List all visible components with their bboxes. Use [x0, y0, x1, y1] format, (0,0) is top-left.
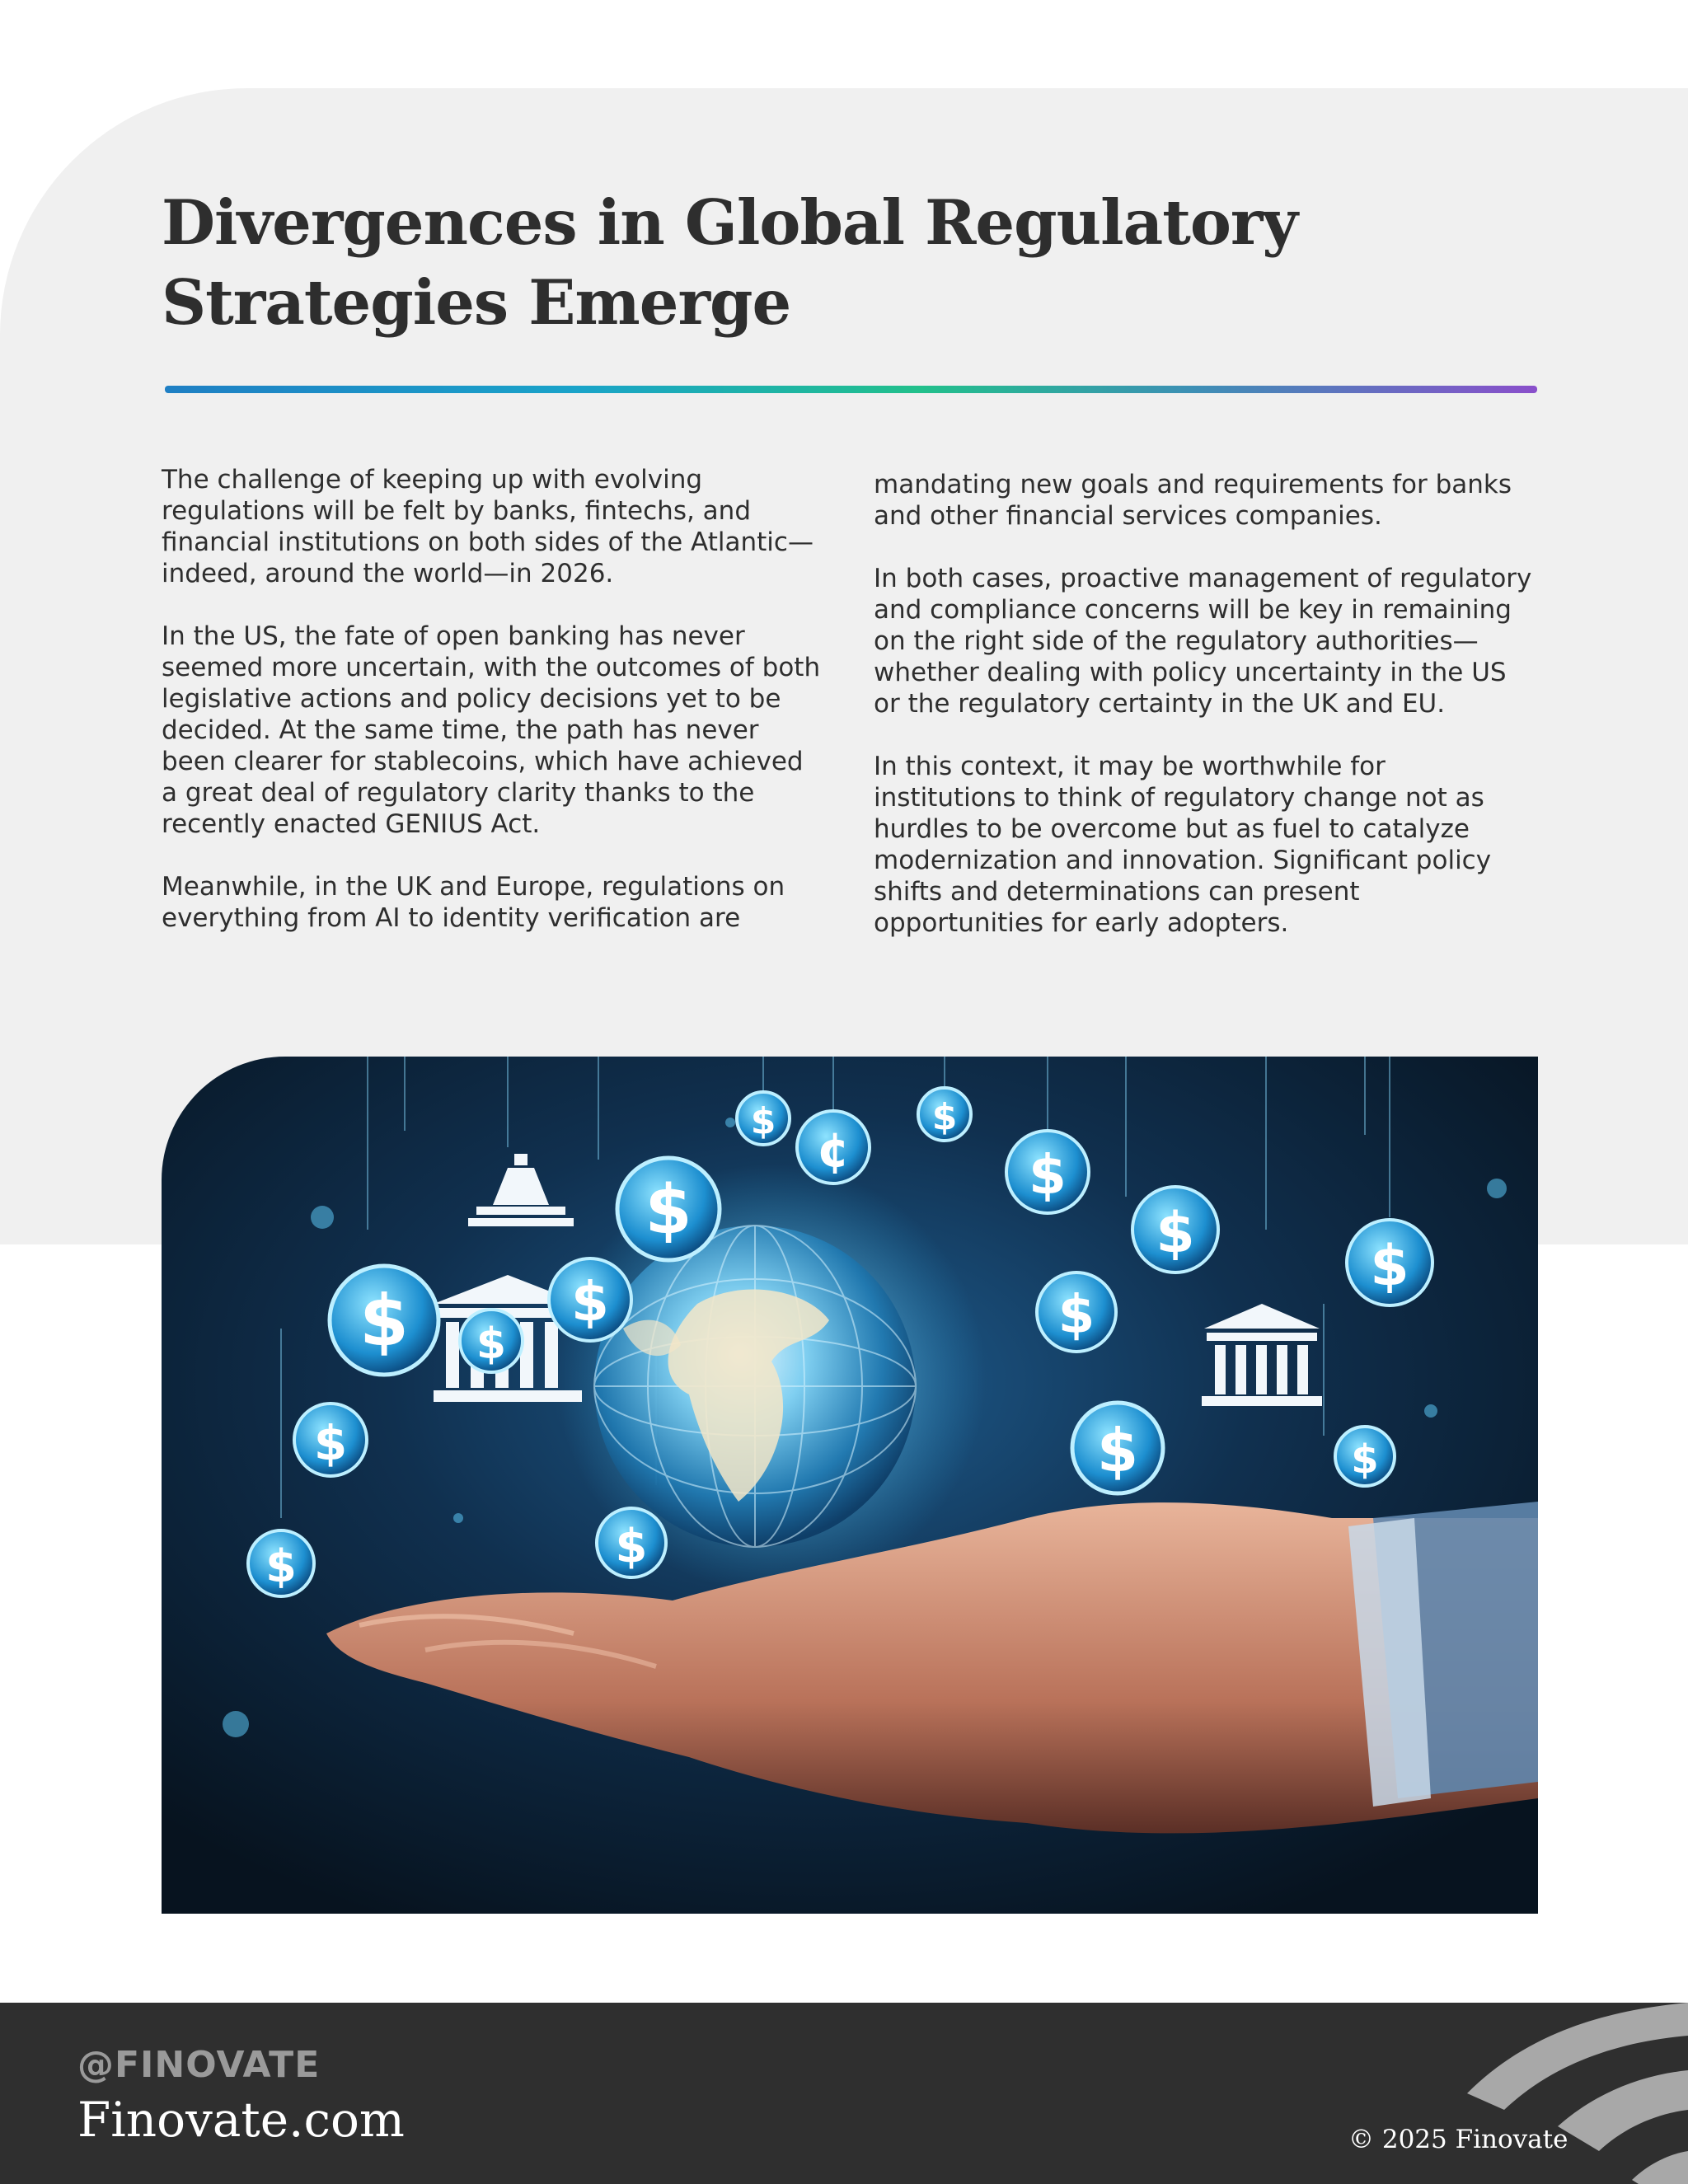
- svg-text:$: $: [1096, 1416, 1139, 1485]
- dollar-coin-icon: [1037, 1272, 1116, 1352]
- svg-text:$: $: [476, 1319, 507, 1369]
- svg-text:$: $: [571, 1270, 609, 1333]
- svg-text:$: $: [1029, 1143, 1067, 1207]
- dollar-coin-icon: [1132, 1187, 1218, 1272]
- svg-text:$: $: [645, 1171, 692, 1249]
- social-handle: @FINOVATE: [77, 2044, 321, 2086]
- dollar-coin-icon: [918, 1088, 971, 1141]
- dollar-coin-icon: [1347, 1220, 1432, 1305]
- website-link[interactable]: Finovate.com: [77, 2092, 405, 2148]
- dollar-coin-icon: [549, 1258, 631, 1341]
- svg-text:$: $: [313, 1415, 348, 1471]
- text-column-right: [874, 469, 1533, 970]
- text-column-left: [162, 464, 821, 965]
- cent-coin-icon: [797, 1111, 870, 1183]
- dollar-coin-icon: [1072, 1403, 1163, 1493]
- paragraph: In the US, the fate of open banking has never seemed more uncertain, with the outcomes of both legislative actions and policy decisions yet to be decided. At the same time, the path has never been clearer for stablecoins, which have achieved a great deal of regulatory clarity thanks to the recently enacted GENIUS Act.: [162, 621, 821, 839]
- svg-text:$: $: [265, 1540, 297, 1592]
- page-title-line-2: Strategies Emerge: [162, 266, 791, 339]
- svg-text:$: $: [1057, 1285, 1095, 1346]
- page-title: [162, 183, 1398, 343]
- paragraph: In this context, it may be worthwhile for institutions to think of regulatory change not as hurdles to be overcome but as fuel to catalyze modernization and innovation. Significant policy shifts and determinations can present opportunities for early adopters.: [874, 752, 1492, 938]
- svg-text:$: $: [1370, 1234, 1409, 1299]
- footer: [0, 2003, 1688, 2184]
- svg-text:$: $: [931, 1096, 958, 1138]
- svg-text:$: $: [615, 1520, 648, 1573]
- page-title-line-1: Divergences in Global Regulatory: [162, 186, 1297, 259]
- dollar-coin-icon: [617, 1158, 720, 1260]
- dollar-coin-icon: [460, 1310, 523, 1372]
- dollar-coin-icon: [1006, 1131, 1089, 1213]
- dollar-coin-icon: [597, 1508, 666, 1577]
- finovate-logo-icon: [1434, 2003, 1688, 2184]
- dollar-coin-icon: [1335, 1427, 1395, 1486]
- paragraph: In both cases, proactive management of regulatory and compliance concerns will be key in remaining on the right side of the regulatory authorities—whether dealing with policy uncertainty in the US or the regulatory certainty in the UK and EU.: [874, 564, 1532, 719]
- gradient-divider: [165, 386, 1537, 393]
- paragraph: Meanwhile, in the UK and Europe, regulations on everything from AI to identity verification are: [162, 872, 785, 933]
- globe-hand-illustration: [162, 1057, 1538, 1914]
- dollar-coin-icon: [294, 1404, 367, 1476]
- paragraph: mandating new goals and requirements for banks and other financial services companies.: [874, 470, 1512, 531]
- svg-text:¢: ¢: [816, 1122, 851, 1178]
- copyright-notice: © 2025 Finovate: [1348, 2125, 1568, 2154]
- svg-text:$: $: [1351, 1436, 1379, 1483]
- svg-text:$: $: [359, 1280, 409, 1362]
- svg-text:$: $: [750, 1100, 776, 1142]
- dollar-coin-icon: [330, 1266, 438, 1375]
- svg-text:$: $: [1156, 1201, 1195, 1266]
- paragraph: The challenge of keeping up with evolving regulations will be felt by banks, fintechs, and financial institutions on both sides of the Atlantic—indeed, around the world—in 2026.: [162, 465, 814, 588]
- dollar-coin-icon: [737, 1092, 790, 1145]
- hero-image: [162, 1057, 1538, 1914]
- dollar-coin-icon: [248, 1530, 314, 1596]
